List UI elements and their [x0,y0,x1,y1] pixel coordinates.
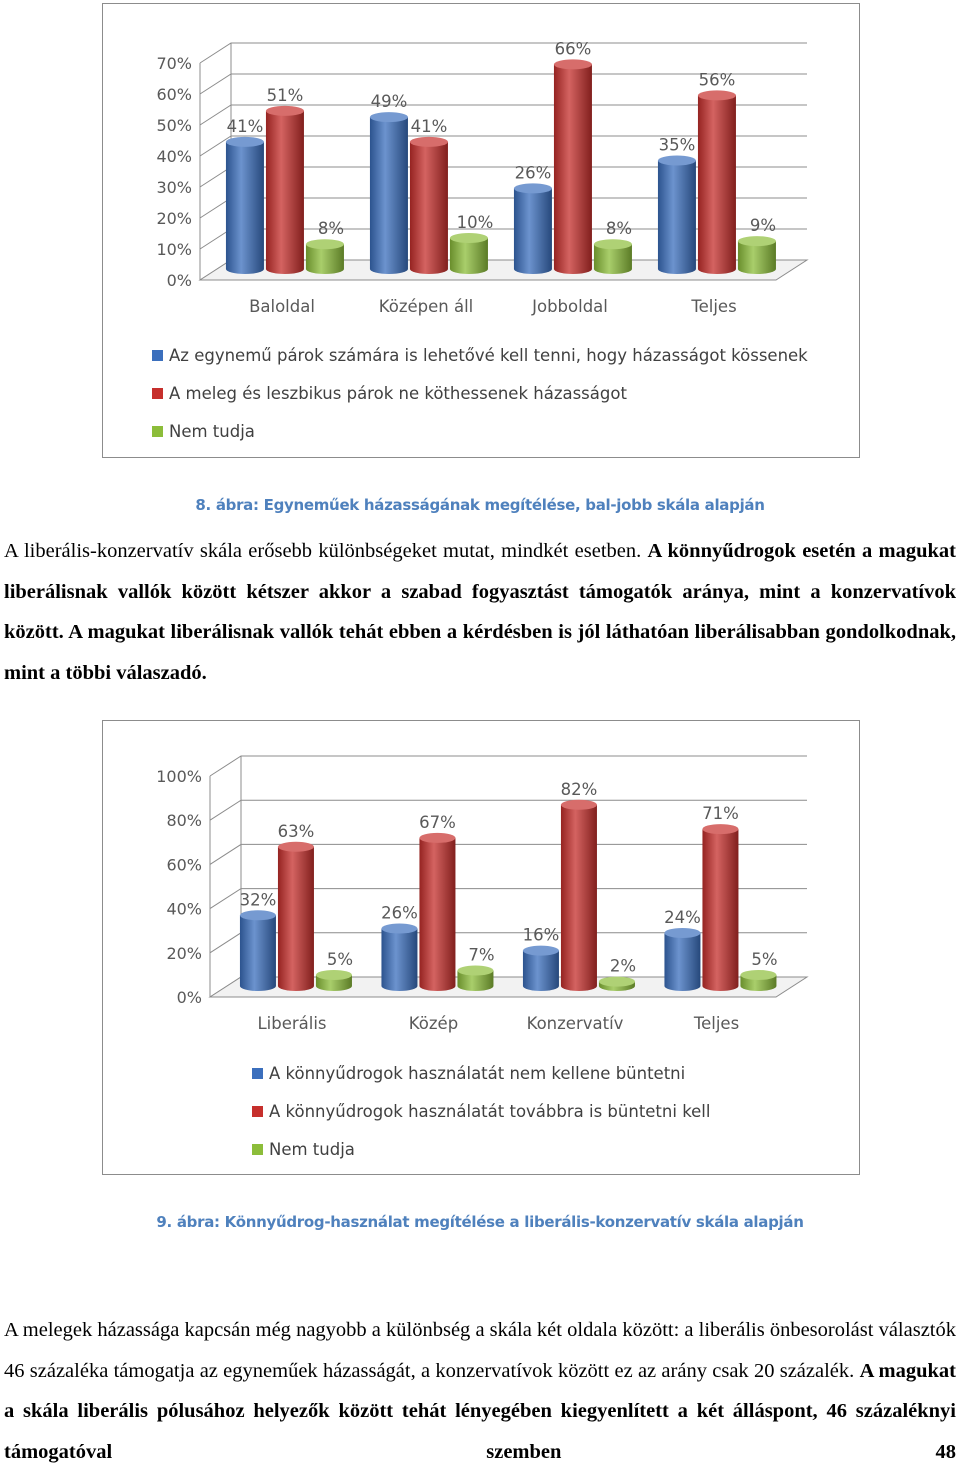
bar-top [561,800,597,810]
category-label: Jobboldal [532,297,608,316]
bar-top [457,966,493,976]
legend-swatch [252,1106,263,1117]
bar-red [278,842,314,991]
data-label: 41% [410,116,448,136]
bar-top [226,137,264,147]
bar-body [266,111,304,274]
bar-red [698,90,736,274]
bar-body [450,238,488,274]
bar-top [410,137,448,147]
bar-top [599,977,635,987]
data-label: 24% [664,907,701,927]
bar-red [554,59,592,274]
bar-body [514,188,552,274]
chart-8-svg [103,4,861,459]
y-tick-label: 0% [166,271,192,290]
bar-body [240,915,276,991]
bar-top [240,910,276,920]
bar-blue [514,183,552,274]
bar-body [226,142,264,274]
data-label: 10% [456,213,494,232]
data-label: 66% [554,39,592,59]
figure-9-caption: 9. ábra: Könnyűdrog-használat megítélése a liberális-konzervatív skála alapján [156,1213,804,1231]
legend-label: A könnyűdrogok használatát továbbra is büntetni kell [269,1102,711,1121]
bar-body [702,829,738,991]
legend-label: Nem tudja [269,1140,355,1159]
bar-body [698,95,736,274]
bar-top [523,946,559,956]
data-label: 56% [698,70,736,90]
bar-blue [370,112,408,274]
data-label: 7% [468,945,495,965]
data-label: 2% [609,956,637,976]
bar-top [278,842,314,852]
legend-swatch [152,388,163,399]
category-label: Teljes [693,1014,740,1033]
bar-top [658,156,696,166]
y-tick-label: 40% [156,147,192,166]
legend-label: A meleg és leszbikus párok ne köthessenek házasságot [169,384,627,403]
y-tick-label: 70% [156,54,192,73]
data-label: 51% [266,85,304,105]
data-label: 35% [658,135,696,155]
bar-green [457,966,493,991]
paragraph-2 [4,1310,956,1468]
figure-8-caption: 8. ábra: Egyneműek házasságának megítélése, bal-jobb skála alapján [195,496,765,514]
y-tick-label: 50% [156,116,192,135]
data-label: 8% [605,219,633,239]
bar-blue [240,910,276,991]
legend-swatch [152,426,163,437]
bar-top [316,970,352,980]
bar-body [554,64,592,274]
y-tick-label: 30% [156,178,192,197]
bar-blue [226,137,264,274]
legend-label: Nem tudja [169,422,255,441]
data-label: 26% [514,163,552,183]
bar-green [594,239,632,274]
bar-body [410,142,448,274]
bar-top [554,59,592,69]
bar-blue [658,156,696,275]
y-tick-label: 0% [176,988,202,1007]
paragraph-1-bold: A könnyűdrogok esetén a magukat liberálisnak vallók között kétszer akkor a szabad fogyasztást támogatók aránya, mint a konzervatívok között. A magukat liberálisnak vallók tehát ebben a kérdésben is jól láthatóan liberálisabban gondolkodnak, mint a többi válaszadó. [4,540,956,685]
category-label: Baloldal [249,297,315,316]
y-tick-label: 80% [166,811,202,831]
data-label: 26% [381,903,418,923]
bar-blue [523,946,559,991]
bar-green [450,233,488,274]
bar-green [306,239,344,274]
bar-top [594,239,632,249]
y-tick-label: 20% [166,943,202,963]
y-tick-label: 60% [156,85,192,104]
bar-top [514,183,552,193]
bar-body [561,805,597,991]
category-label: Teljes [691,297,737,316]
y-tick-label: 60% [166,855,202,875]
data-label: 63% [277,821,315,841]
chart-figure-8 [102,3,860,458]
bar-green [316,970,352,991]
bar-blue [664,928,700,991]
bar-top [664,928,700,938]
bar-top [450,233,488,243]
bar-top [370,112,408,122]
bar-green [738,236,776,274]
data-label: 8% [317,219,345,239]
bar-body [419,838,455,991]
paragraph-2-normal: A melegek házassága kapcsán még nagyobb a különbség a skála két oldala között: a liberális önbesorolást választók 46 százaléka támogatja az egyneműek házasságát, a konzervatívok között ez az arány csak 20 százalék. [4,1319,956,1382]
bar-red [410,137,448,274]
bar-green [740,970,776,991]
gridline [200,43,807,63]
bar-blue [381,924,417,991]
y-tick-label: 20% [156,209,192,228]
legend-swatch [252,1068,263,1079]
data-label: 5% [751,949,778,969]
data-label: 16% [522,925,560,945]
data-label: 71% [702,804,739,824]
legend-swatch [252,1144,263,1155]
category-label: Konzervatív [526,1014,624,1033]
bar-body [658,161,696,275]
category-label: Közép [408,1014,459,1033]
data-label: 41% [226,116,264,136]
category-label: Liberális [257,1014,327,1033]
bar-red [266,106,304,274]
legend-label: Az egynemű párok számára is lehetővé kell tenni, hogy házasságot kössenek [169,346,808,365]
bar-body [664,933,700,991]
chart-figure-9 [102,720,860,1175]
bar-top [738,236,776,246]
bar-red [419,833,455,991]
legend-swatch [152,350,163,361]
data-label: 49% [370,92,408,112]
bar-top [702,824,738,834]
bar-top [419,833,455,843]
data-label: 9% [749,216,777,236]
chart-9-svg [103,721,861,1176]
bar-body [381,929,417,991]
bar-green [599,977,635,991]
legend-label: A könnyűdrogok használatát nem kellene büntetni [269,1064,686,1083]
bar-top [381,924,417,934]
y-tick-label: 100% [156,767,202,786]
data-label: 5% [326,949,354,969]
bar-body [523,951,559,991]
data-label: 67% [419,812,456,832]
y-tick-label: 40% [166,899,202,919]
bar-top [266,106,304,116]
bar-red [561,800,597,991]
bar-top [306,239,344,249]
data-label: 32% [239,890,277,910]
paragraph-1 [4,531,956,694]
bar-body [370,117,408,274]
bar-top [740,970,776,980]
category-label: Középen áll [378,297,474,316]
bar-body [278,847,314,991]
paragraph-1-normal: A liberális-konzervatív skála erősebb különbségeket mutat, mindkét esetben. [4,540,648,562]
gridline [210,756,807,776]
bar-top [698,90,736,100]
y-tick-label: 10% [156,240,192,259]
data-label: 82% [560,779,598,799]
paragraph-2-bold: A magukat a skála liberális pólusához helyezők között tehát lényegében kiegyenlített a két álláspont, 46 százaléknyi támogatóval szemben 48 [4,1359,956,1464]
bar-red [702,824,738,991]
